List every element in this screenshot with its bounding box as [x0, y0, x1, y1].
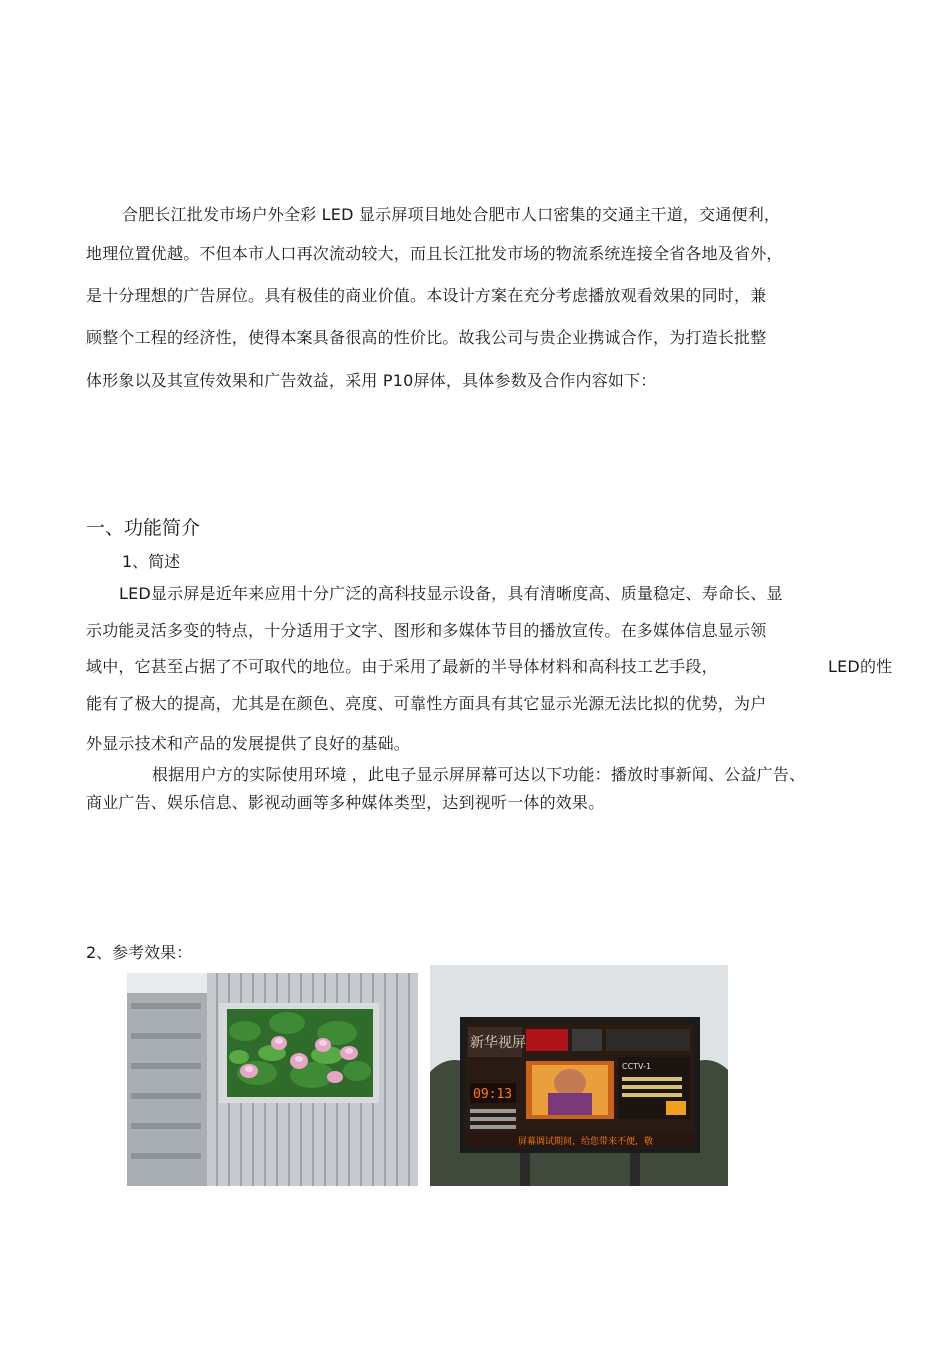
section-heading: 一、功能简介 [86, 517, 201, 539]
intro-line-1: 合肥长江批发市场户外全彩 LED 显示屏项目地处合肥市人口密集的交通主干道，交通便利， [122, 205, 781, 224]
para1-line-4: 能有了极大的提高，尤其是在颜色、亮度、可靠性方面具有其它显示光源无法比拟的优势，为户 [86, 694, 767, 713]
para2-line-2: 商业广告、娱乐信息、影视动画等多种媒体类型，达到视听一体的效果。 [86, 793, 605, 812]
photo-billboard-led [430, 965, 728, 1186]
para1-line-1: LED显示屏是近年来应用十分广泛的高科技显示设备，具有清晰度高、质量稳定、寿命长、显 [119, 584, 783, 603]
para1-line-2: 示功能灵活多变的特点，十分适用于文字、图形和多媒体节目的播放宣传。在多媒体信息显示领 [86, 621, 767, 640]
building-led-illustration [127, 973, 418, 1186]
billboard-ticker: 屏幕调试期间，给您带来不便，敬 [518, 1137, 654, 1147]
billboard-title: 新华视屏 [470, 1035, 526, 1051]
para1-line-3: 域中，它甚至占据了不可取代的地位。由于采用了最新的半导体材料和高科技工艺手段， [86, 657, 718, 676]
billboard-clock: 09:13 [473, 1087, 513, 1102]
intro-line-3: 是十分理想的广告屏位。具有极佳的商业价值。本设计方案在充分考虑播放观看效果的同时，兼 [86, 286, 767, 305]
intro-line-4: 顾整个工程的经济性，使得本案具备很高的性价比。故我公司与贵企业携诚合作，为打造长批整 [86, 328, 767, 347]
para2-line-1: 根据用户方的实际使用环境 ，此电子显示屏屏幕可达以下功能：播放时事新闻、公益广告、 [152, 765, 806, 784]
photo-building-led [127, 973, 418, 1186]
subheading-overview: 1、简述 [122, 552, 181, 571]
billboard-channel: CCTV-1 [622, 1062, 652, 1071]
para1-line-5: 外显示技术和产品的发展提供了良好的基础。 [86, 734, 411, 753]
billboard-led-illustration [430, 965, 728, 1186]
intro-line-2: 地理位置优越。不但本市人口再次流动较大，而且长江批发市场的物流系统连接全省各地及省外， [86, 244, 783, 263]
subheading-reference: 2、参考效果： [86, 943, 193, 962]
para1-line-3-tail: LED的性 [828, 657, 893, 676]
intro-line-5: 体形象以及其宣传效果和广告效益，采用 P10屏体，具体参数及合作内容如下： [86, 371, 657, 390]
